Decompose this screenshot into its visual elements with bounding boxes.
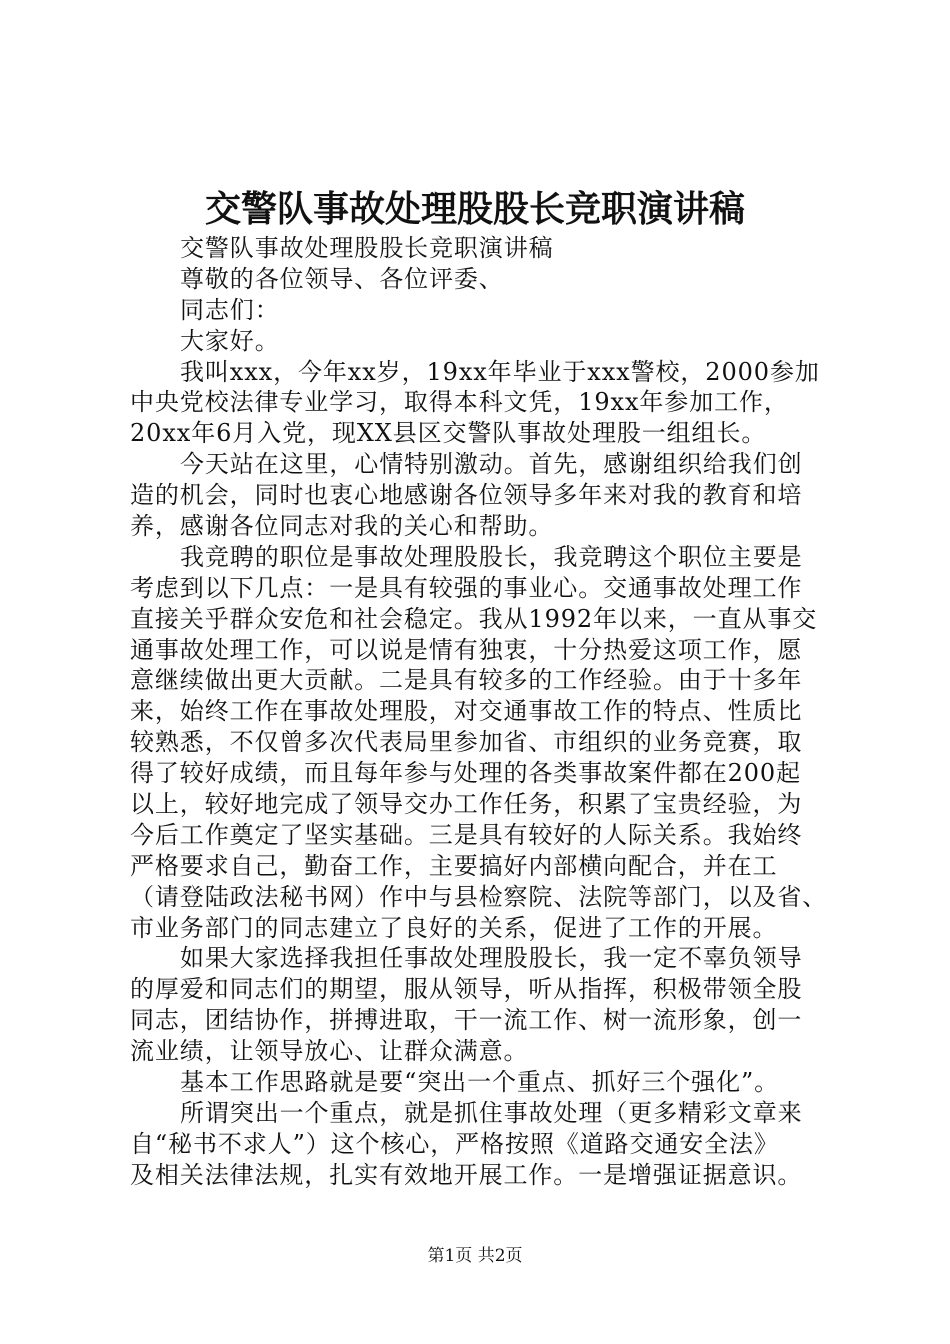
body-line: 考虑到以下几点：一是具有较强的事业心。交通事故处理工作: [130, 573, 803, 602]
body-line: 及相关法律法规，扎实有效地开展工作。一是增强证据意识。: [130, 1160, 803, 1189]
body-line: 同志，团结协作，拼搏进取，干一流工作、树一流形象，创一: [130, 1006, 803, 1035]
body-line: 中央党校法律专业学习，取得本科文凭，19xx年参加工作，: [130, 388, 789, 417]
body-line: 今后工作奠定了坚实基础。三是具有较好的人际关系。我始终: [130, 820, 803, 849]
body-line: 今天站在这里，心情特别激动。首先，感谢组织给我们创: [180, 450, 803, 479]
body-line: 来，始终工作在事故处理股，对交通事故工作的特点、性质比: [130, 697, 803, 726]
body-line: 同志们：: [180, 295, 280, 324]
body-line: 通事故处理工作，可以说是情有独衷，十分热爱这项工作，愿: [130, 635, 803, 664]
body-line: 自“秘书不求人”）这个核心，严格按照《道路交通安全法》: [130, 1129, 779, 1158]
body-line: 的厚爱和同志们的期望，服从领导，听从指挥，积极带领全股: [130, 975, 803, 1004]
body-line: 较熟悉，不仅曾多次代表局里参加省、市组织的业务竞赛，取: [130, 728, 803, 757]
body-line: 尊敬的各位领导、各位评委、: [180, 264, 504, 293]
body-line: 养，感谢各位同志对我的关心和帮助。: [130, 512, 554, 541]
body-line: 流业绩，让领导放心、让群众满意。: [130, 1037, 529, 1066]
body-line: 如果大家选择我担任事故处理股股长，我一定不辜负领导: [180, 944, 803, 973]
document-body: [130, 233, 850, 1191]
body-line: 直接关乎群众安危和社会稳定。我从1992年以来，一直从事交: [130, 604, 818, 633]
body-line: 基本工作思路就是要“突出一个重点、抓好三个强化”。: [180, 1068, 780, 1097]
body-line: 20xx年6月入党，现XX县区交警队事故处理股一组组长。: [130, 419, 767, 448]
body-line: 我竞聘的职位是事故处理股股长，我竞聘这个职位主要是: [180, 542, 803, 571]
body-line: 交警队事故处理股股长竞职演讲稿: [180, 234, 554, 262]
body-line: （请登陆政法秘书网）作中与县检察院、法院等部门，以及省、: [130, 882, 828, 911]
body-line: 得了较好成绩，而且每年参与处理的各类事故案件都在200起: [130, 759, 802, 788]
body-line: 我叫xxx，今年xx岁，19xx年毕业于xxx警校，2000参加: [180, 357, 820, 386]
body-line: 以上，较好地完成了领导交办工作任务，积累了宝贵经验，为: [130, 790, 803, 819]
body-line: 大家好。: [180, 326, 280, 355]
body-line: 造的机会，同时也衷心地感谢各位领导多年来对我的教育和培: [130, 481, 803, 510]
document-title: 交警队事故处理股股长竞职演讲稿: [204, 188, 745, 230]
body-line: 严格要求自己，勤奋工作，主要搞好内部横向配合，并在工: [130, 851, 778, 880]
body-line: 意继续做出更大贡献。二是具有较多的工作经验。由于十多年: [130, 666, 803, 695]
body-line: 所谓突出一个重点，就是抓住事故处理（更多精彩文章来: [180, 1098, 803, 1127]
body-line: 市业务部门的同志建立了良好的关系，促进了工作的开展。: [130, 913, 778, 942]
page-footer: 第1页 共2页: [427, 1246, 523, 1266]
